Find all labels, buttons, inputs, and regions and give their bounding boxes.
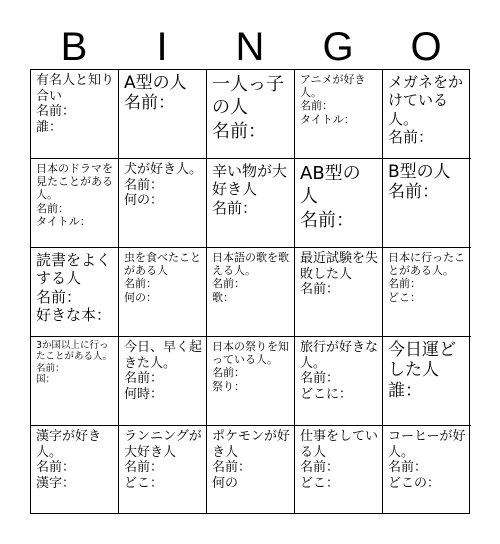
- bingo-cell-r4-c4[interactable]: コーヒーが好人。 名前： どこの：: [388, 429, 466, 491]
- header-letter-b: B: [60, 25, 88, 69]
- bingo-cell-r2-c4[interactable]: 日本に行ったことがある人。 名前： どこ：: [383, 248, 471, 337]
- bingo-grid: [30, 69, 470, 514]
- bingo-cell-r3-c3[interactable]: 旅行が好きな人。 名前： どこに：: [295, 337, 383, 426]
- header-letter-g: G: [322, 25, 354, 69]
- bingo-cell-r1-c1[interactable]: 犬が好き人。 名前： 何の：: [119, 159, 207, 248]
- header-letter-o: O: [410, 25, 442, 69]
- bingo-header: [30, 26, 470, 68]
- bingo-cell-r3-c4[interactable]: 今日運どした人 誰：: [383, 337, 471, 426]
- bingo-cell-r4-c2[interactable]: ポケモンが好き人 名前： 何の: [207, 426, 295, 513]
- bingo-cell-r3-c0[interactable]: 3か国以上に行ったことがある人。 名前： 国：: [31, 337, 119, 426]
- bingo-cell-r1-c3[interactable]: AB型の人 名前：: [295, 159, 383, 248]
- bingo-cell-r3-c1[interactable]: 今日、早く起きた人。 名前： 何時：: [119, 337, 207, 426]
- bingo-cell-r0-c4[interactable]: メガネをかけている人。 名前：: [383, 70, 471, 159]
- bingo-cell-r0-c0[interactable]: 有名人と知り合い 名前： 誰：: [31, 70, 119, 159]
- bingo-cell-r2-c2[interactable]: 日本語の歌を歌える人。 名前： 歌：: [207, 248, 295, 337]
- bingo-cell-r4-c0[interactable]: 漢字が好き人。 名前： 漢字：: [31, 426, 119, 513]
- bingo-cell-r4-c3[interactable]: 仕事をしている人 名前： どこ：: [295, 426, 383, 513]
- bingo-cell-r4-c1[interactable]: ランニングが大好き人 名前： どこ：: [119, 426, 207, 513]
- bingo-cell-r2-c3[interactable]: 最近試験を失敗した人 名前：: [295, 248, 383, 337]
- bingo-cell-r0-c1[interactable]: A型の人 名前：: [119, 70, 207, 159]
- bingo-cell-r3-c2[interactable]: 日本の祭りを知っている人。 名前： 祭り：: [207, 337, 295, 426]
- bingo-cell-r1-c0[interactable]: 日本のドラマを見たことがある人。 名前： タイトル：: [31, 159, 119, 248]
- bingo-cell-r2-c1[interactable]: 虫を食べたことがある人 名前： 何の：: [119, 248, 207, 337]
- bingo-cell-r1-c4[interactable]: B型の人 名前：: [383, 159, 471, 248]
- bingo-cell-r2-c0[interactable]: 読書をよくする人 名前： 好きな本：: [31, 248, 119, 337]
- header-letter-n: N: [235, 25, 265, 69]
- bingo-cell-r1-c2[interactable]: 辛い物が大好き人 名前：: [207, 159, 295, 248]
- bingo-cell-r0-c3[interactable]: アニメが好き人。 名前： タイトル：: [295, 70, 383, 159]
- header-letter-i: I: [156, 25, 168, 69]
- bingo-cell-r0-c2[interactable]: 一人っ子の人 名前：: [207, 70, 295, 159]
